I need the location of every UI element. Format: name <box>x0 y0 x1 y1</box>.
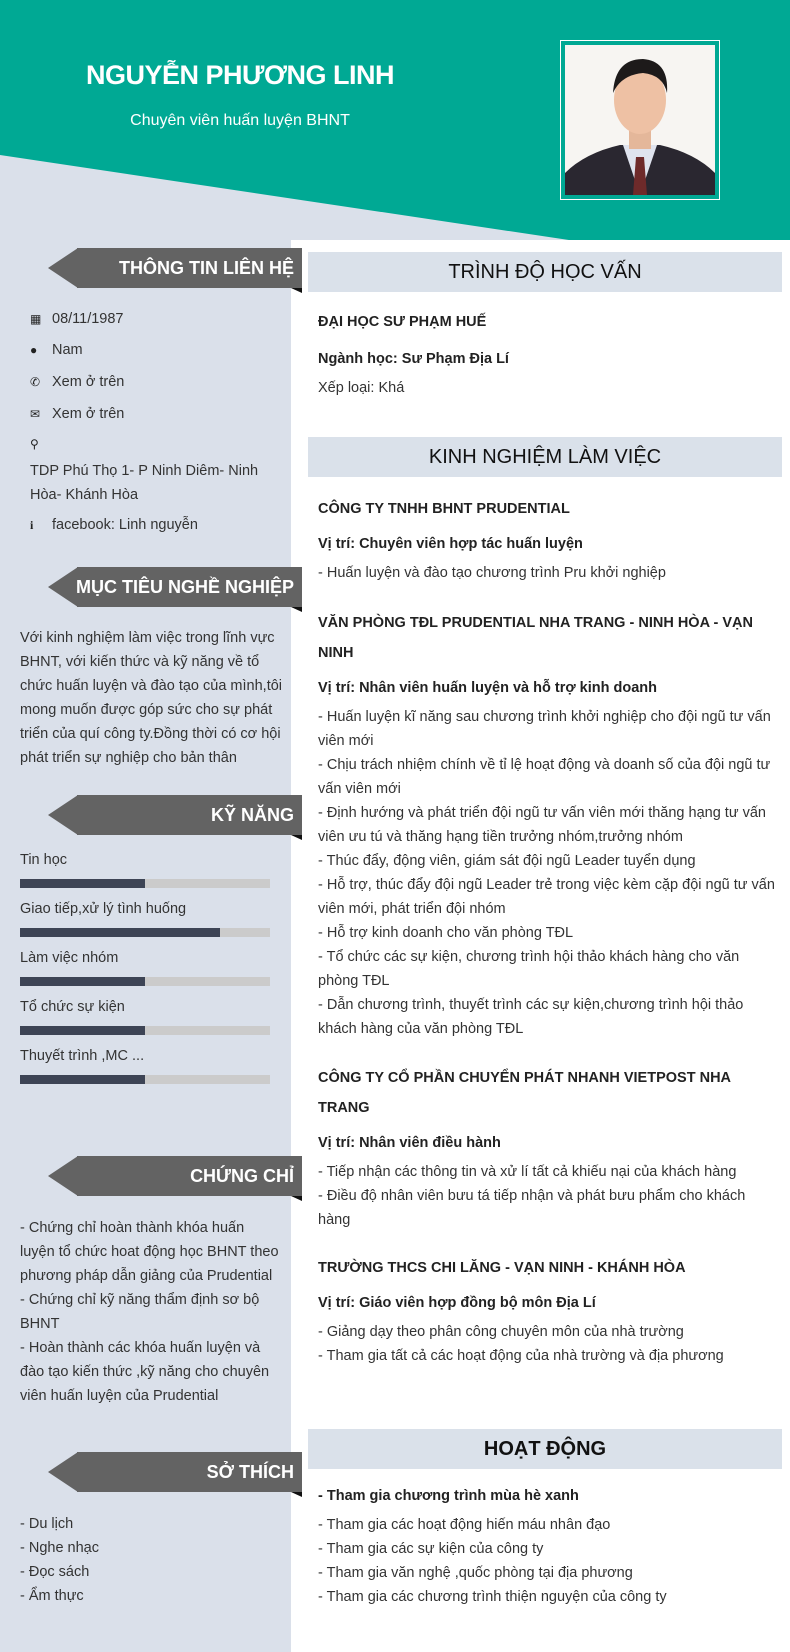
job-detail: - Định hướng và phát triển đội ngũ tư vấn viên mới thăng hạng tư vấn viên ưu tú và thăng hạng tiền trưởng nhóm,trưởng nhóm <box>318 805 766 845</box>
skill-name: Làm việc nhóm <box>20 950 119 966</box>
candidate-name: NGUYỄN PHƯƠNG LINH <box>86 60 394 90</box>
job-detail: - Huấn luyện kĩ năng sau chương trình khởi nghiệp cho đội ngũ tư vấn viên mới <box>318 709 771 749</box>
hobby-heading <box>48 1452 302 1492</box>
cert-item: - Chứng chỉ kỹ năng thẩm định sơ bộ BHNT <box>20 1292 260 1332</box>
job-detail: - Tham gia tất cả các hoạt động của nhà trường và địa phương <box>318 1348 724 1364</box>
objective-heading-text: MỤC TIÊU NGHỀ NGHIỆP <box>75 577 294 597</box>
contact-phone <box>30 374 124 390</box>
company-name: CÔNG TY CỔ PHẦN CHUYỂN PHÁT NHANH VIETPOST NHA TRANG <box>318 1070 731 1116</box>
hobby-item: - Nghe nhạc <box>20 1540 99 1556</box>
job-position: Vị trí: Nhân viên huấn luyện và hỗ trợ kinh doanh <box>318 680 658 696</box>
email-text: Xem ở trên <box>52 406 125 422</box>
cert-heading-text: CHỨNG CHỈ <box>190 1166 294 1186</box>
hobby-list <box>20 1512 282 1608</box>
user-icon: ● <box>30 343 38 357</box>
company-name: CÔNG TY TNHH BHNT PRUDENTIAL <box>318 501 570 517</box>
education-heading: TRÌNH ĐỘ HỌC VẤN <box>308 252 782 292</box>
job-detail: - Hỗ trợ kinh doanh cho văn phòng TĐL <box>318 925 574 941</box>
job-detail: - Tổ chức các sự kiện, chương trình hội thảo khách hàng cho văn phòng TĐL <box>318 949 740 989</box>
cert-list <box>20 1216 282 1408</box>
skill-bar <box>20 1075 270 1084</box>
skill-bar-fill <box>20 928 220 937</box>
company-name: VĂN PHÒNG TĐL PRUDENTIAL NHA TRANG - NINH HÒA - VẠN NINH <box>318 615 753 661</box>
skills-heading-text: KỸ NĂNG <box>210 805 294 825</box>
contact-facebook <box>30 517 198 533</box>
skill-name: Tổ chức sự kiện <box>20 999 125 1015</box>
skill-name: Tin học <box>20 852 68 868</box>
contact-birthday <box>30 311 124 327</box>
skill-bar <box>20 879 270 888</box>
skill-bar <box>20 1026 270 1035</box>
job-detail: - Giảng dạy theo phân công chuyên môn của nhà trường <box>318 1324 684 1340</box>
job-detail: - Huấn luyện và đào tạo chương trình Pru khởi nghiệp <box>318 565 666 581</box>
location-icon-row <box>30 437 52 451</box>
job-detail: - Dẫn chương trình, thuyết trình các sự kiện,chương trình hội thảo khách hàng của văn phòng TĐL <box>318 997 744 1037</box>
activities-list <box>318 1484 778 1609</box>
job-position: Vị trí: Chuyên viên hợp tác huấn luyện <box>318 536 583 552</box>
skill-item <box>20 1046 270 1084</box>
phone-text: Xem ở trên <box>52 374 125 390</box>
skill-name: Giao tiếp,xử lý tình huống <box>20 901 187 917</box>
hobby-item: - Đọc sách <box>20 1564 90 1580</box>
contact-heading-text: THÔNG TIN LIÊN HỆ <box>119 258 294 278</box>
school-name: ĐẠI HỌC SƯ PHẠM HUẾ <box>318 314 487 330</box>
activity-title: - Tham gia chương trình mùa hè xanh <box>318 1488 579 1504</box>
birthday-text: 08/11/1987 <box>52 311 124 327</box>
candidate-title: Chuyên viên huấn luyện BHNT <box>130 112 350 129</box>
job-position: Vị trí: Nhân viên điều hành <box>318 1135 501 1151</box>
skill-bar <box>20 928 270 937</box>
job-entry <box>318 1253 778 1368</box>
phone-icon: ✆ <box>30 375 41 389</box>
facebook-text[interactable]: facebook: Linh nguyễn <box>52 517 198 533</box>
job-position: Vị trí: Giáo viên hợp đồng bộ môn Địa Lí <box>318 1295 596 1311</box>
skill-item <box>20 997 270 1035</box>
address-text: TDP Phú Thọ 1- P Ninh Diêm- Ninh Hòa- Khánh Hòa <box>30 463 259 503</box>
objective-heading <box>48 567 302 607</box>
job-entry <box>318 1063 778 1232</box>
skill-item <box>20 948 270 986</box>
skill-bar-fill <box>20 1026 145 1035</box>
skill-item <box>20 850 270 888</box>
cert-item: - Hoàn thành các khóa huấn luyện và đào tạo kiến thức ,kỹ năng cho chuyên viên huấn luyện của Prudential <box>20 1340 270 1404</box>
activity-item: - Tham gia các sự kiện của công ty <box>318 1541 544 1557</box>
experience-heading: KINH NGHIỆM LÀM VIỆC <box>308 437 782 477</box>
email-icon: ✉ <box>30 407 41 421</box>
location-icon: ⚲ <box>30 437 39 451</box>
objective-text: Với kinh nghiệm làm việc trong lĩnh vực BHNT, với kiến thức và kỹ năng về tổ chức huấn luyện và đào tạo của mình,tôi mong muốn được góp sức cho sự phát triển của quí công ty.Đồng thời có cơ hội phát triển sự nghiệp cho bản thân <box>20 630 283 766</box>
hobby-item: - Ẩm thực <box>20 1588 84 1604</box>
company-name: TRƯỜNG THCS CHI LĂNG - VẠN NINH - KHÁNH HÒA <box>318 1260 686 1276</box>
skill-bar-fill <box>20 879 145 888</box>
job-detail: - Điều độ nhân viên bưu tá tiếp nhận và phát bưu phẩm cho khách hàng <box>318 1188 746 1228</box>
contact-gender <box>30 342 83 358</box>
job-entry <box>318 494 778 585</box>
job-detail: - Tiếp nhận các thông tin và xử lí tất cả khiếu nại của khách hàng <box>318 1164 737 1180</box>
major: Ngành học: Sư Phạm Địa Lí <box>318 351 509 367</box>
skills-heading <box>48 795 302 835</box>
skill-bar <box>20 977 270 986</box>
job-detail: - Chịu trách nhiệm chính về tỉ lệ hoạt động và doanh số của đội ngũ tư vấn viên mới <box>318 757 771 797</box>
contact-heading <box>48 248 302 288</box>
info-icon: i <box>30 517 34 532</box>
job-entry <box>318 608 778 1041</box>
calendar-icon: ▦ <box>30 312 42 326</box>
activities-heading: HOẠT ĐỘNG <box>308 1429 782 1469</box>
skill-bar-fill <box>20 977 145 986</box>
job-detail: - Hỗ trợ, thúc đẩy đội ngũ Leader trẻ trong việc kèm cặp đội ngũ tư vấn viên mới, phát triển đội nhóm <box>318 877 775 917</box>
hobby-item: - Du lịch <box>20 1516 74 1532</box>
gender-text: Nam <box>52 342 83 358</box>
cert-heading <box>48 1156 302 1196</box>
job-detail: - Thúc đẩy, động viên, giám sát đội ngũ Leader tuyển dụng <box>318 853 696 869</box>
profile-photo <box>560 40 720 200</box>
cert-item: - Chứng chỉ hoàn thành khóa huấn luyện tổ chức hoat động học BHNT theo phương pháp dẫn giảng của Prudential <box>20 1220 279 1284</box>
skill-name: Thuyết trình ,MC ... <box>20 1048 145 1064</box>
hobby-heading-text: SỞ THÍCH <box>206 1462 294 1482</box>
activity-item: - Tham gia các hoạt động hiến máu nhân đạo <box>318 1517 611 1533</box>
contact-email <box>30 406 124 422</box>
activity-item: - Tham gia văn nghệ ,quốc phòng tại địa phương <box>318 1565 633 1581</box>
skill-bar-fill <box>20 1075 145 1084</box>
skill-item <box>20 899 270 937</box>
activity-item: - Tham gia các chương trình thiện nguyện của công ty <box>318 1589 667 1605</box>
grade: Xếp loại: Khá <box>318 380 405 396</box>
